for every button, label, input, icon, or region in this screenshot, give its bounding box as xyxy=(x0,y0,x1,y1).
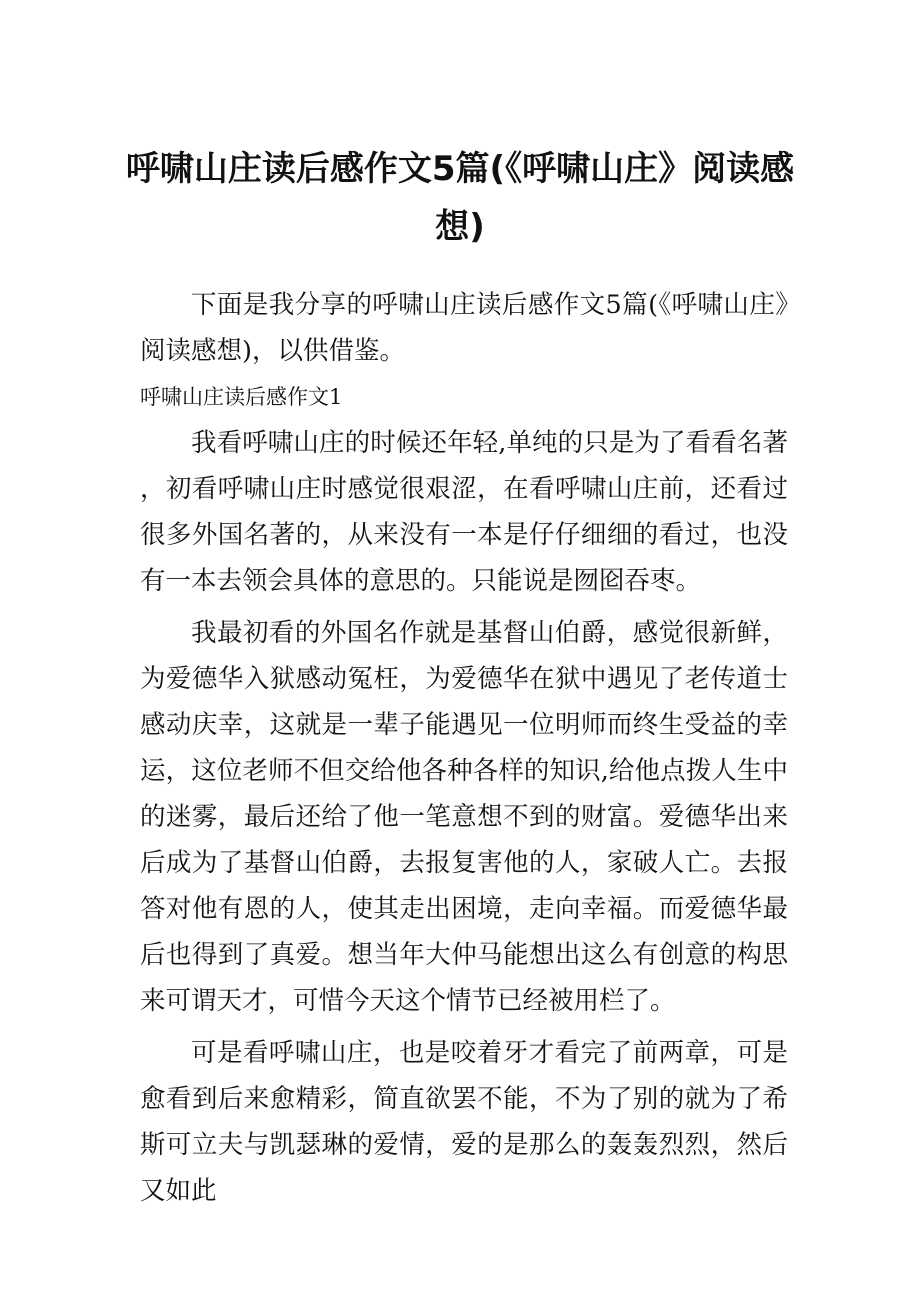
section-heading: 呼啸山庄读后感作文1 xyxy=(140,385,343,409)
intro-paragraph: 下面是我分享的呼啸山庄读后感作文5篇(《呼啸山庄》阅读感想)，以供借鉴。 xyxy=(140,290,788,366)
body-paragraph: 我最初看的外国名作就是基督山伯爵，感觉很新鲜，为爱德华入狱感动冤枉，为爱德华在狱中遇见了老传道士感动庆幸，这就是一辈子能遇见一位明师而终生受益的幸运，这位老师不但交给他各种各样的知识,给他点拨人生中的迷雾，最后还给了他一笔意想不到的财富。爱德华出来后成为了基督山伯爵，去报复害他的人，家破人亡。去报答对他有恩的人，使其走出困境，走向幸福。而爱德华最后也得到了真爱。想当年大仲马能想出这么有创意的构思来可谓天才，可惜今天这个情节已经被用栏了。 xyxy=(140,618,788,1016)
body-paragraph: 我看呼啸山庄的时候还年轻,单纯的只是为了看看名著，初看呼啸山庄时感觉很艰涩，在看呼啸山庄前，还看过很多外国名著的，从来没有一本是仔仔细细的看过，也没有一本去领会具体的意思的。只能说是囫囵吞枣。 xyxy=(140,428,788,596)
document-body xyxy=(140,282,788,1214)
document-title: 呼啸山庄读后感作文5篇(《呼啸山庄》阅读感想) xyxy=(125,149,795,247)
body-paragraph: 可是看呼啸山庄，也是咬着牙才看完了前两章，可是愈看到后来愈精彩，简直欲罢不能，不为了别的就为了希斯可立夫与凯瑟琳的爱情，爱的是那么的轰轰烈烈，然后又如此 xyxy=(140,1038,788,1206)
